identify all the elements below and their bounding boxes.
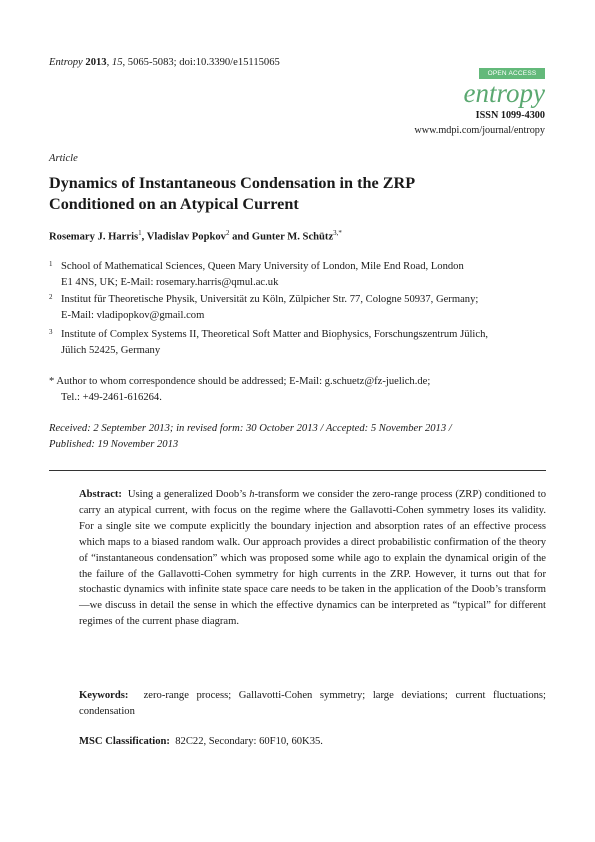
keywords-text: zero-range process; Gallavotti-Cohen symmetry; large deviations; current fluctuations; condensation: [79, 690, 546, 717]
affiliation-line: School of Mathematical Sciences, Queen Mary University of London, Mile End Road, London: [61, 261, 464, 272]
author-affil-ref: 3,*: [333, 229, 342, 237]
abstract: [79, 487, 546, 630]
dates-line: Received: 2 September 2013; in revised form: 30 October 2013 / Accepted: 5 November 2013 /: [49, 423, 452, 434]
affiliation-number: 1: [49, 260, 53, 268]
publication-dates: [49, 421, 549, 453]
keywords: [79, 688, 546, 720]
affiliation-1: [49, 259, 549, 291]
author-name: Gunter M. Schütz: [251, 231, 334, 243]
abstract-label: Abstract:: [79, 489, 122, 500]
correspondence: [49, 374, 549, 406]
year: 2013: [85, 57, 107, 68]
journal-url[interactable]: www.mdpi.com/journal/entropy: [414, 125, 545, 136]
affiliation-number: 3: [49, 328, 53, 336]
author-name: Rosemary J. Harris: [49, 231, 139, 243]
horizontal-rule: [49, 470, 546, 471]
msc-text: 82C22, Secondary: 60F10, 60K35.: [175, 736, 323, 747]
affiliation-number: 2: [49, 293, 53, 301]
affiliation-2: [49, 292, 549, 324]
math-h: h: [249, 489, 255, 500]
msc-label: MSC Classification:: [79, 736, 170, 747]
issn: ISSN 1099-4300: [475, 110, 545, 121]
author-affil-ref: 2: [225, 229, 230, 237]
correspondence-line: Tel.: +49-2461-616264.: [61, 392, 162, 403]
journal-logo: entropy: [463, 78, 545, 108]
paper-title: [49, 173, 549, 215]
author-affil-ref: 1: [138, 229, 142, 237]
affiliation-line: Institute of Complex Systems II, Theoretical Soft Matter and Biophysics, Forschungszentrum Jülich,: [61, 329, 489, 340]
journal-name: Entropy: [49, 57, 83, 68]
abstract-text: Using a generalized Doob’s: [127, 489, 250, 500]
correspondence-line: * Author to whom correspondence should be addressed; E-Mail: g.schuetz@fz-juelich.de;: [49, 376, 431, 387]
pages-doi: , 5065-5083; doi:10.3390/e15115065: [122, 57, 280, 68]
keywords-label: Keywords:: [79, 690, 129, 701]
affiliation-3: [49, 327, 549, 359]
citation-line: Entropy 2013, 15, 5065-5083; doi:10.3390/e15115065: [49, 57, 280, 68]
author-list: [49, 229, 342, 243]
volume: 15: [111, 57, 123, 68]
abstract-text: -transform we consider the zero-range process (ZRP) conditioned to carry an atypical current, with focus on the regime where the Gallavotti-Cohen symmetry loses its validity. For a single site we compute explicitly the boundary injection and absorption rates of an effective process which maps to a biased random walk. Our approach provides a direct probabilistic confirmation of the theory of “instantaneous condensation” which was proposed some while ago to explain the dynamical origin of the the failure of the Gallavotti-Cohen symmetry for high currents in the ZRP. However, it turns out that for stochastic dynamics with infinite state space care needs to be taken in the application of the Doob’s transform—we discuss in detail the sense in which the effective dynamics can be interpreted as “typical” for different regimes of the current phase diagram.: [79, 489, 546, 628]
affiliation-line: E1 4NS, UK; E-Mail: rosemary.harris@qmul.ac.uk: [61, 277, 279, 288]
open-access-badge: OPEN ACCESS: [479, 68, 545, 79]
title-line-2: Conditioned on an Atypical Current: [49, 195, 299, 213]
affiliation-line: Jülich 52425, Germany: [61, 345, 161, 356]
msc-classification: [79, 736, 546, 747]
title-line-1: Dynamics of Instantaneous Condensation in the ZRP: [49, 174, 416, 192]
affiliation-line: E-Mail: vladipopkov@gmail.com: [61, 310, 205, 321]
author-separator: and: [229, 231, 252, 243]
article-type: Article: [49, 153, 78, 164]
author-name: Vladislav Popkov: [146, 231, 226, 243]
affiliation-line: Institut für Theoretische Physik, Universität zu Köln, Zülpicher Str. 77, Cologne 50937, Germany;: [61, 294, 479, 305]
author-separator: ,: [141, 231, 147, 243]
dates-line: Published: 19 November 2013: [49, 439, 179, 450]
